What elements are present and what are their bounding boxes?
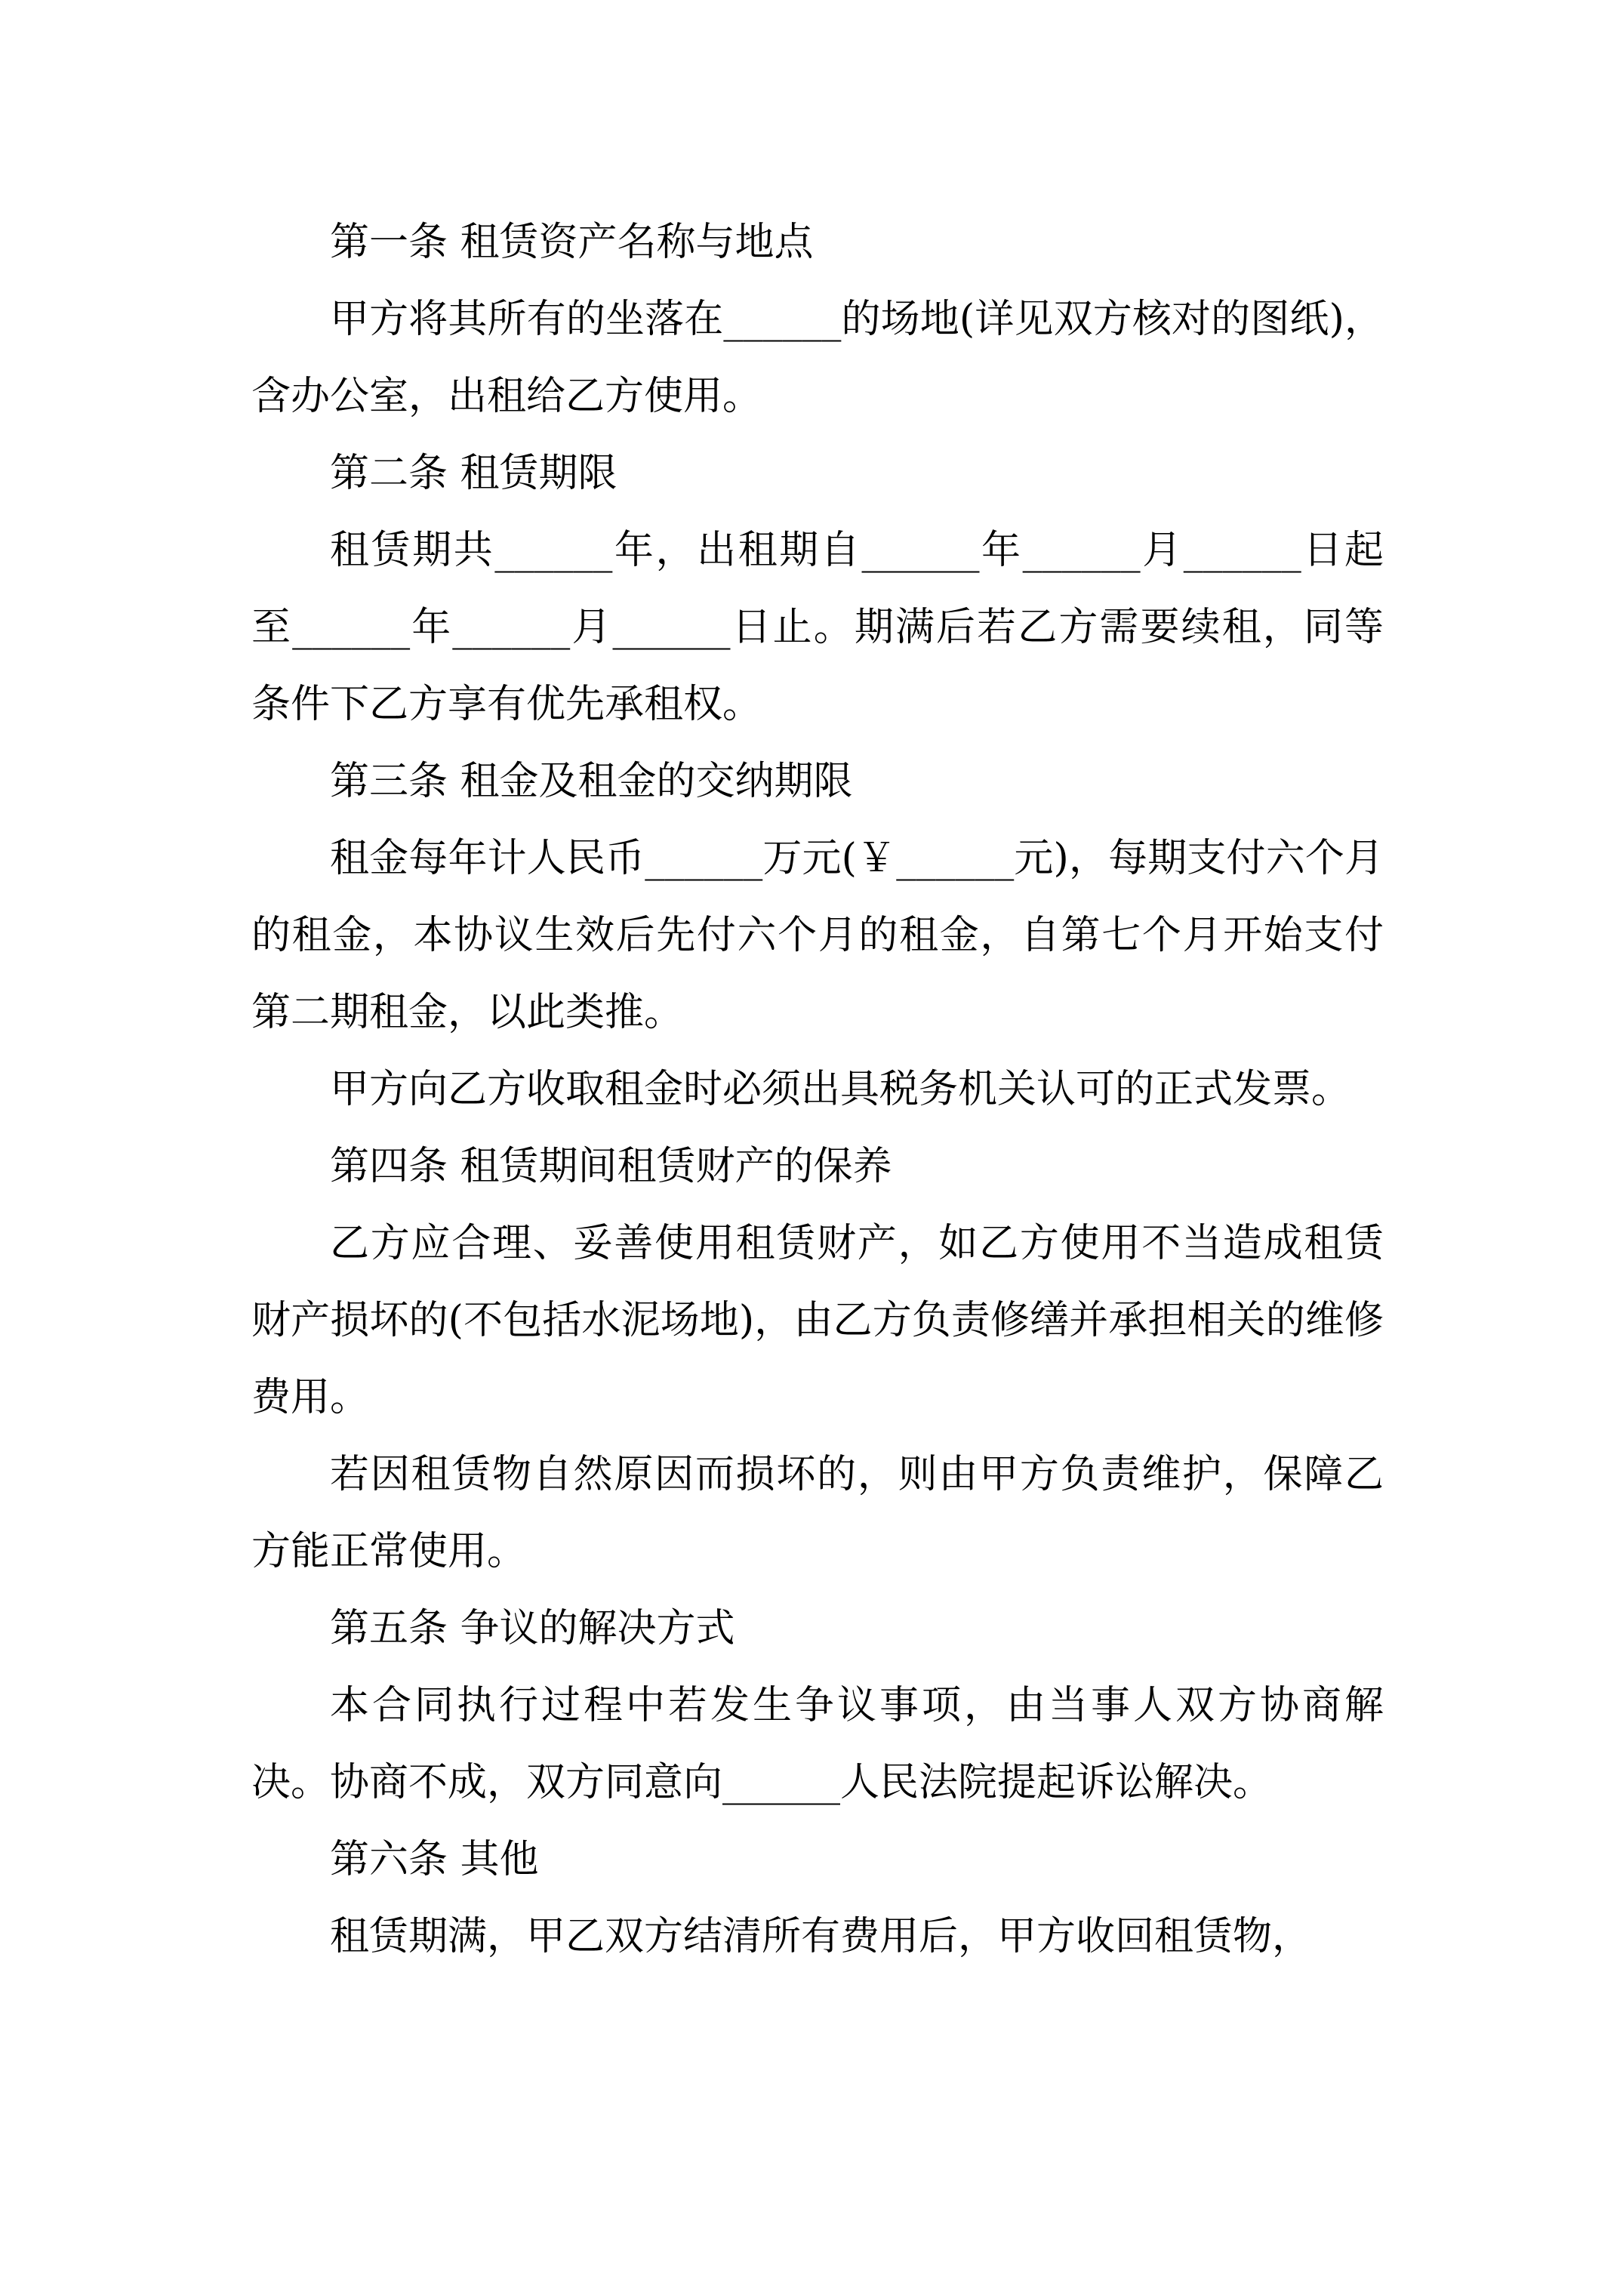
article-1-body: 甲方将其所有的坐落在______的场地(详见双方核对的图纸)，含办公室，出租给乙方使用。 [251,297,1384,419]
article-2-heading: 第二条 租赁期限 [330,451,617,496]
article-2-body: 租赁期共______年，出租期自______年______月______日起至______年______月______日止。期满后若乙方需要续租，同等条件下乙方享有优先承租权。 [251,528,1384,727]
article-1-heading: 第一条 租赁资产名称与地点 [330,220,814,265]
article-6-body: 租赁期满，甲乙双方结清所有费用后，甲方收回租赁物， [330,1914,1312,1959]
article-3-body-invoice: 甲方向乙方收取租金时必须出具税务机关认可的正式发票。 [330,1067,1351,1112]
article-5-body: 本合同执行过程中若发生争议事项，由当事人双方协商解决。协商不成，双方同意向______人民法院提起诉讼解决。 [251,1683,1384,1805]
article-6-heading: 第六条 其他 [330,1837,539,1882]
article-3-heading: 第三条 租金及租金的交纳期限 [330,759,853,804]
document-body [251,204,1384,1975]
article-4-body-damage: 乙方应合理、妥善使用租赁财产，如乙方使用不当造成租赁财产损坏的(不包括水泥场地)，由乙方负责修缮并承担相关的维修费用。 [251,1221,1384,1420]
article-3-body-rent: 租金每年计人民币______万元(￥______元)，每期支付六个月的租金，本协议生效后先付六个月的租金，自第七个月开始支付第二期租金，以此类推。 [251,836,1384,1035]
article-4-heading: 第四条 租赁期间租赁财产的保养 [330,1144,892,1189]
article-5-heading: 第五条 争议的解决方式 [330,1606,735,1651]
article-4-body-natural: 若因租赁物自然原因而损坏的，则由甲方负责维护，保障乙方能正常使用。 [251,1452,1384,1574]
